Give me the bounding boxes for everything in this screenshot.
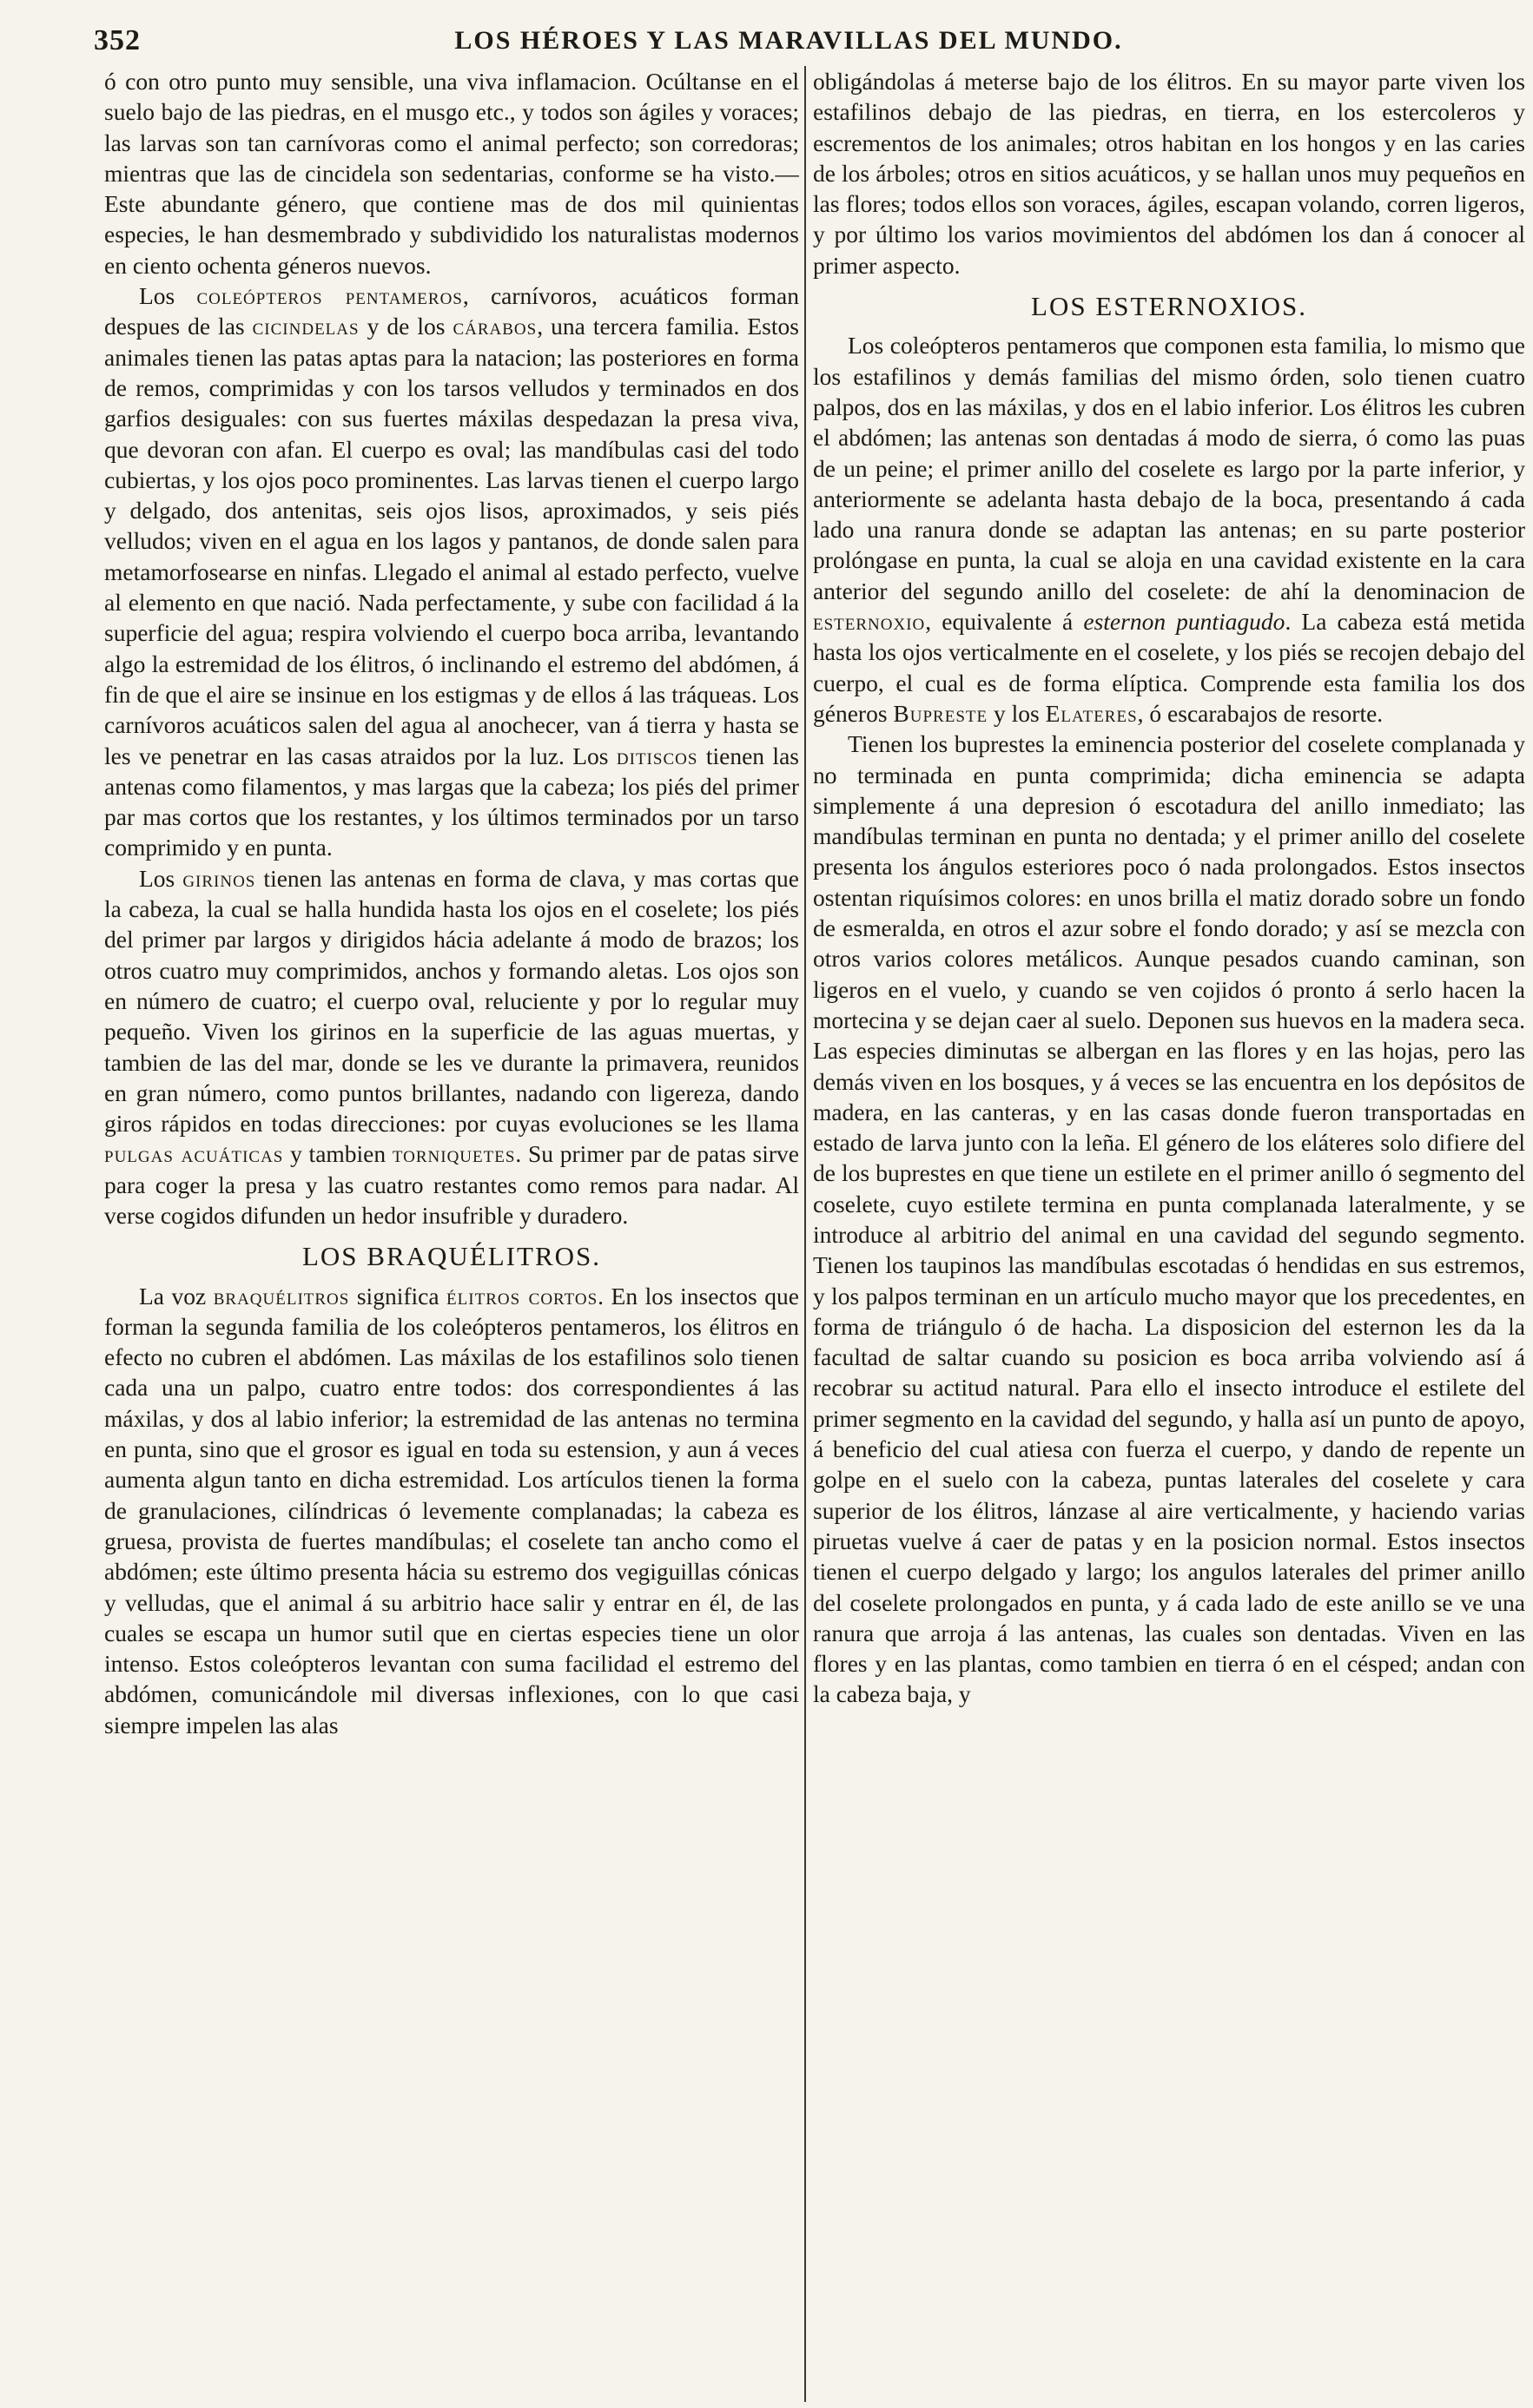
term: torniquetes [392,1140,516,1168]
paragraph: La voz braquélitros significa élitros cortos. En los insectos que forman la segunda familia de los coleópteros pentameros, los élitros en efecto no cubren el abdómen. Las máxilas de los estafilinos solo tienen cada una un palpo, cuatro entre todos: dos correspondientes á las máxilas, y dos al labio inferior; la estremidad de las antenas no termina en punta, sino que el grosor es igual en toda su estension, y aun á veces aumenta algun tanto en dicha estremidad. Los artículos tienen la forma de granulaciones, cilíndricas ó levemente complanadas; la cabeza es gruesa, provista de fuertes mandíbulas; el coselete tan ancho como el abdómen; este último presenta hácia su estremo dos vegiguillas cónicas y velludas, que el animal á su arbitrio hace salir y entrar en él, de las cuales se escapa un humor sutil que en ciertas especies tiene un olor intenso. Estos coleópteros levantan con suma facilidad el estremo del abdómen, comunicándole mil diversas inflexiones, con lo que casi siempre impelen las alas [104,1282,799,1738]
paragraph: Los coleópteros pentameros, carnívoros, acuáticos forman despues de las cicindelas y de los cárabos, una tercera familia. Estos animales tienen las patas aptas para la natacion; las posteriores en forma de remos, comprimidas y con los tarsos velludos y terminados en dos garfios desiguales: con sus fuertes máxilas despedazan la presa viva, que devoran con afan. El cuerpo es oval; las mandíbulas casi del todo cubiertas, y los ojos poco prominentes. Las larvas tienen el cuerpo largo y delgado, dos antenitas, seis ojos lisos, aproximados, y seis piés velludos; viven en el agua en los lagos y pantanos, de donde salen para metamorfosearse en ninfas. Llegado el animal al estado perfecto, vuelve al elemento en que nació. Nada perfectamente, y sube con facilidad á la superficie del agua; respira volviendo el cuerpo boca arriba, levantando algo la estremidad de los élitros, ó inclinando el estremo del abdómen, á fin de que el aire se insinue en los estigmas y de ellos á las tráqueas. Los carnívoros acuáticos salen del agua al anochecer, van á tierra y hasta se les ve penetrar en las casas atraidos por la luz. Los ditiscos tienen las antenas como filamentos, y mas largas que la cabeza; los piés del primer par mas cortos que los restantes, y los últimos terminados por un tarso comprimido y en punta. [104,282,799,861]
page-number: 352 [94,24,141,56]
term: coleópteros pentameros [196,282,463,310]
page-header [94,19,1483,63]
paragraph: obligándolas á meterse bajo de los élitros. En su mayor parte viven los estafilinos debajo de las piedras, en tierra, en los estercoleros y escrementos de los animales; otros habitan en los hongos y en las caries de los árboles; otros en sitios acuáticos, y se hallan unos muy pequeños en las flores; todos ellos son voraces, ágiles, escapan volando, corren ligeros, y por último los varios movimientos del abdómen los dan á conocer al primer aspecto. [813,68,1525,279]
paragraph: ó con otro punto muy sensible, una viva inflamacion. Ocúltanse en el suelo bajo de las piedras, en el musgo etc., y todos son ágiles y voraces; las larvas son tan carnívoras como el animal perfecto; son corredoras; mientras que las de cincidela son sedentarias, conforme se ha visto.—Este abundante género, que contiene mas de dos mil quinientas especies, le han desmembrado y subdividido los naturalistas modernos en ciento ochenta géneros nuevos. [104,68,799,279]
term: pulgas acuáticas [104,1140,284,1168]
paragraph: Los girinos tienen las antenas en forma de clava, y mas cortas que la cabeza, la cual se halla hundida hasta los ojos en el coselete; los piés del primer par largos y dirigidos hácia adelante á modo de brazos; los otros cuatro muy comprimidos, anchos y formando aletas. Los ojos son en número de cuatro; el cuerpo oval, reluciente y por lo regular muy pequeño. Viven los girinos en la superficie de las aguas muertas, y tambien de las del mar, donde se les ve durante la primavera, reunidos en gran número, como puntos brillantes, nadando con ligereza, dando giros rápidos en todas direcciones: por cuyas evoluciones se les llama pulgas acuáticas y tambien torniquetes. Su primer par de patas sirve para coger la presa y las cuatro restantes como remos para nadar. Al verse cogidos difunden un hedor insufrible y duradero. [104,864,799,1229]
term: braquélitros [213,1282,350,1310]
term: Elateres [1045,699,1138,727]
paragraph: Tienen los buprestes la eminencia posterior del coselete complanada y no terminada en punta comprimida; dicha eminencia se adapta simplemente á una depresion ó escotadura del anillo inmediato; las mandíbulas terminan en punta no dentada; y el primer anillo del coselete presenta los ángulos esteriores poco ó nada prolongados. Estos insectos ostentan riquísimos colores: en unos brilla el matiz dorado sobre un fondo de esmeralda, en otros el azur sobre el fondo dorado; y así se mezcla con otros varios colores metálicos. Aunque pesados cuando caminan, son ligeros en el vuelo, y cuando se ven cojidos ó pronto á serlo hacen la mortecina y se dejan caer al suelo. Deponen sus huevos en la madera seca. Las especies diminutas se albergan en las flores y en las hojas, pero las demás viven en los bosques, y á veces se las encuentra en los depósitos de madera, en las canteras, y en las casas donde fueron transportadas en estado de larva junto con la leña. El género de los eláteres solo difiere del de los buprestes en que tiene un estilete en el primer anillo ó segmento del coselete, cuyo estilete termina en punta complanada lateralmente, y se introduce al arbitrio del animal en una cavidad del segundo segmento. Tienen los taupinos las mandíbulas escotadas ó hendidas en sus estremos, y los palpos terminan en un artículo mucho mayor que los precedentes, en forma de triángulo ó de hacha. La disposicion del esternon les da la facultad de saltar cuando su posicion es boca arriba volviendo así á recobrar su actitud natural. Para ello el insecto introduce el estilete del primer segmento en la cavidad del segundo, y halla así un punto de apoyo, á beneficio del cual atiesa con fuerza el cuerpo, y dando de repente un golpe en el suelo con la cabeza, puntas laterales del coselete y cara superior de los élitros, lánzase al aire verticalmente, y haciendo varias piruetas vuelve á caer de patas y en la posicion normal. Estos insectos tienen el cuerpo delgado y largo; los angulos laterales del primer anillo del coselete prolongados en punta, y á cada lado de este anillo se ve una ranura que arroja á las antenas, las cuales son dentadas. Viven en las flores y en las plantas, como tambien en tierra ó en el césped; andan con la cabeza baja, y [813,730,1525,1708]
section-heading-braquelitros: LOS BRAQUÉLITROS. [301,1241,601,1272]
term: élitros cortos [446,1282,598,1310]
term: cicindelas [252,313,360,340]
term: esternoxio [813,608,926,636]
left-column [104,66,799,2393]
term: esternon puntiagudo [1083,608,1285,636]
paragraph: Los coleópteros pentameros que componen esta familia, lo mismo que los estafilinos y demás familias del mismo órden, solo tienen cuatro palpos, dos en las máxilas, y dos en el labio inferior. Los élitros les cubren el abdómen; las antenas son dentadas á modo de sierra, ó como las puas de un peine; el primer anillo del coselete es largo por la parte inferior, y anteriormente se adelanta hasta debajo de la boca, presentando á cada lado una ranura donde se adaptan las antenas; en su parte posterior prolóngase en punta, la cual se aloja en una cavidad existente en la cara anterior del segundo anillo del coselete: de ahí la denominacion de esternoxio, equivalente á esternon puntiagudo. La cabeza está metida hasta los ojos verticalmente en el coselete, y los piés se recojen debajo del cuerpo, el cual es de forma elíptica. Comprende esta familia los dos géneros Bupreste y los Elateres, ó escarabajos de resorte. [813,332,1525,727]
term: Bupreste [893,699,988,727]
term: cárabos [453,313,538,340]
right-column [813,66,1525,2393]
term: ditiscos [616,742,698,769]
section-heading-esternoxios: LOS ESTERNOXIOS. [1031,291,1307,322]
running-title: LOS HÉROES Y LAS MARAVILLAS DEL MUNDO. [454,26,1123,55]
column-divider [804,66,806,2402]
term: girinos [182,864,256,892]
